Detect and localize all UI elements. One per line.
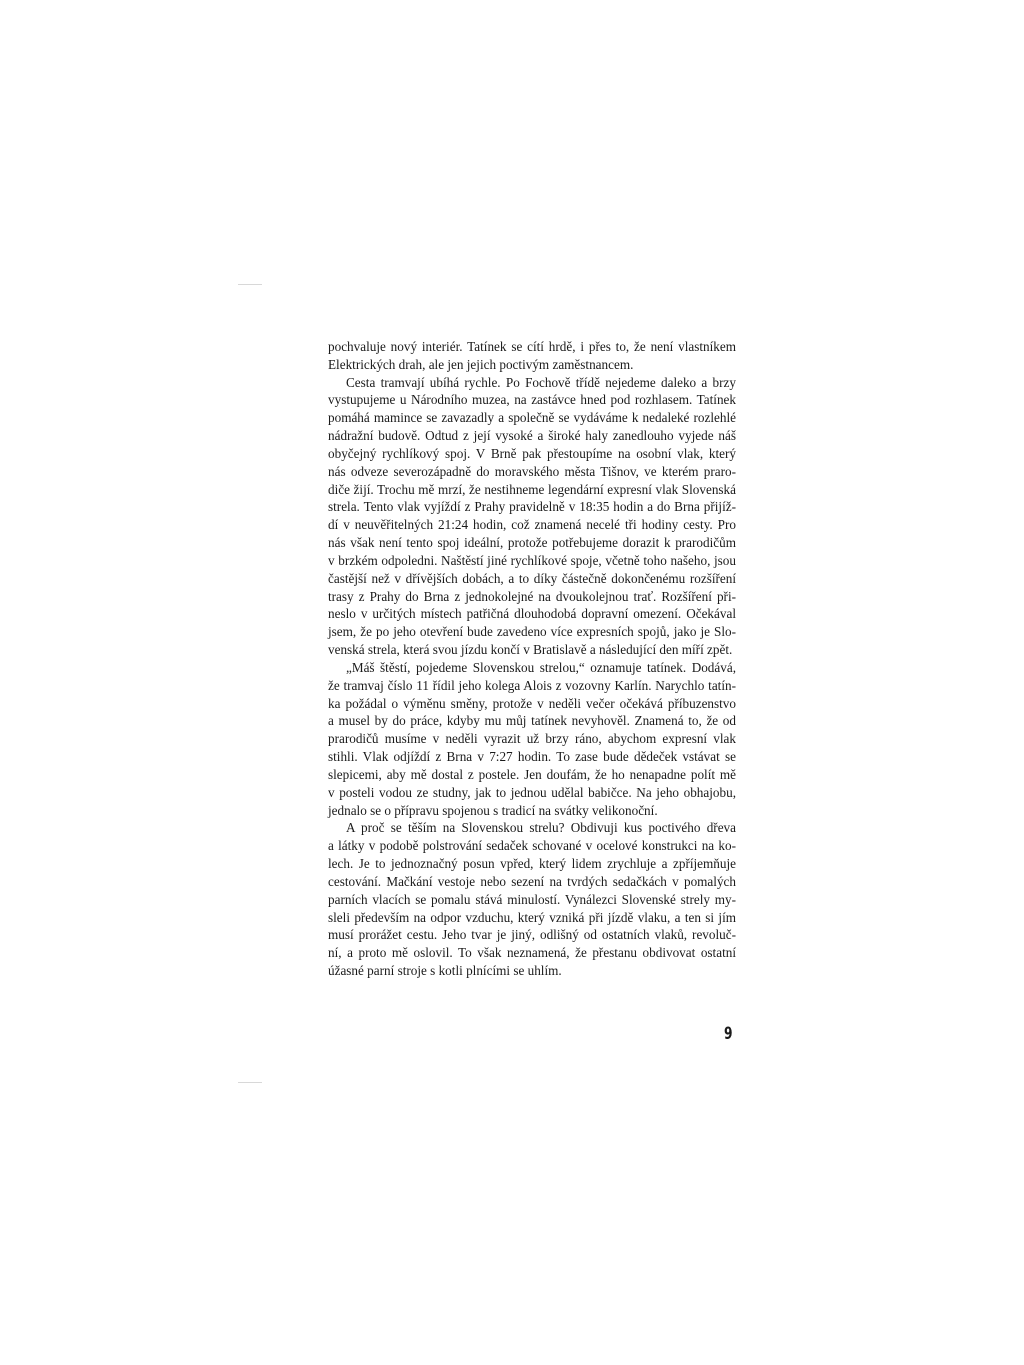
page-number: 9 (724, 1024, 733, 1044)
text-line: a látky v podobě polstrování sedaček schované v ocelové konstrukci na ko- (328, 838, 736, 854)
text-line: v brzkém odpoledni. Naštěstí jiné rychlíkové spoje, včetně toho našeho, jsou (328, 552, 736, 568)
text-line: nás však není tento spoj ideální, protože potřebujeme dorazit k prarodičům (328, 535, 736, 551)
paragraph-2 (328, 374, 736, 659)
book-page-text (328, 338, 736, 980)
text-line: Elektrických drah, ale jen jejich poctivým zaměstnancem. (328, 356, 634, 372)
paragraph-1 (328, 338, 736, 374)
text-line: sleli především na odpor vzduchu, který vzniká při jízdě vlaku, a ten si jím (328, 909, 736, 925)
text-line: strela. Tento vlak vyjíždí z Prahy pravidelně v 18:35 hodin a do Brna přijíž- (328, 499, 736, 515)
text-line: musí prorážet cestu. Jeho tvar je jiný, odlišný od ostatních vlaků, revoluč- (328, 927, 736, 943)
text-line: „Máš štěstí, pojedeme Slovenskou strelou,“ oznamuje tatínek. Dodává, (346, 659, 736, 675)
text-line: trasy z Prahy do Brna z jednokolejné na dvoukolejnou trať. Rozšíření při- (328, 588, 736, 604)
paragraph-3 (328, 659, 736, 819)
text-line: slepicemi, aby mě dostal z postele. Jen doufám, že ho nenapadne polít mě (328, 766, 736, 782)
text-line: nás odveze severozápadně do moravského města Tišnov, ve kterém praro- (328, 463, 736, 479)
text-line: vystupujeme u Národního muzea, na zastávce hned pod rozhlasem. Tatínek (328, 392, 736, 408)
text-line: pomáhá mamince se zavazadly a společně se vydáváme k nedaleké rozlehlé (328, 410, 736, 426)
text-line: častější než v dřívějších dobách, a to díky částečně dokončenému rozšíření (328, 570, 736, 586)
paragraph-4 (328, 819, 736, 979)
text-line: venská strela, která svou jízdu končí v Bratislavě a následující den míří zpět. (328, 642, 733, 658)
text-line: a musel by do práce, kdyby mu můj tatínek nevyhověl. Znamená to, že od (328, 713, 736, 729)
text-line: v posteli vodou ze studny, jak to jednou udělal babičce. Na jeho obhajobu, (328, 784, 736, 800)
crop-mark-top (238, 284, 262, 285)
text-line: ní, a proto mě oslovil. To však neznamená, že přestanu obdivovat ostatní (328, 945, 736, 961)
text-line: cestování. Mačkání vestoje nebo sezení na tvrdých sedačkách v pomalých (328, 873, 736, 889)
text-line: jednalo se o přípravu spojenou s tradicí na svátky velikonoční. (328, 802, 658, 818)
text-line: jsem, že po jeho otevření bude zavedeno více expresních spojů, jako je Slo- (328, 624, 736, 640)
text-line: nádražní budově. Odtud z její vysoké a široké haly zanedlouho vyjede náš (328, 428, 736, 444)
text-line: úžasné parní stroje s kotli plnícími se uhlím. (328, 962, 562, 978)
text-line: prarodičů musíme v neděli vyrazit už brzy ráno, abychom expresní vlak (328, 731, 736, 747)
text-line: že tramvaj číslo 11 řídil jeho kolega Alois z vozovny Karlín. Narychlo tatín- (328, 677, 736, 693)
text-line: lech. Je to jednoznačný posun vpřed, který lidem zrychluje a zpříjemňuje (328, 856, 736, 872)
text-line: neslo v určitých místech patřičná dlouhodobá dopravní omezení. Očekával (328, 606, 736, 622)
crop-mark-bottom (238, 1082, 262, 1083)
text-line: parních vlacích se pomalu stává minulostí. Vynálezci Slovenské strely my- (328, 891, 736, 907)
text-line: dí v neuvěřitelných 21:24 hodin, což znamená necelé tři hodiny cesty. Pro (328, 517, 736, 533)
text-line: A proč se těším na Slovenskou strelu? Obdivuji kus poctivého dřeva (346, 820, 736, 836)
text-line: pochvaluje nový interiér. Tatínek se cítí hrdě, i přes to, že není vlastníkem (328, 339, 736, 354)
text-line: obyčejný rychlíkový spoj. V Brně pak přestoupíme na osobní vlak, který (328, 445, 736, 461)
text-line: ka požádal o výměnu směny, protože v neděli večer očekává příbuzenstvo (328, 695, 736, 711)
text-line: stihli. Vlak odjíždí z Brna v 7:27 hodin. To zase bude dědeček vstávat se (328, 749, 736, 765)
text-line: diče žijí. Trochu mě mrzí, že nestihneme legendární expresní vlak Slovenská (328, 481, 736, 497)
text-line: Cesta tramvají ubíhá rychle. Po Fochově třídě nejedeme daleko a brzy (346, 374, 736, 390)
